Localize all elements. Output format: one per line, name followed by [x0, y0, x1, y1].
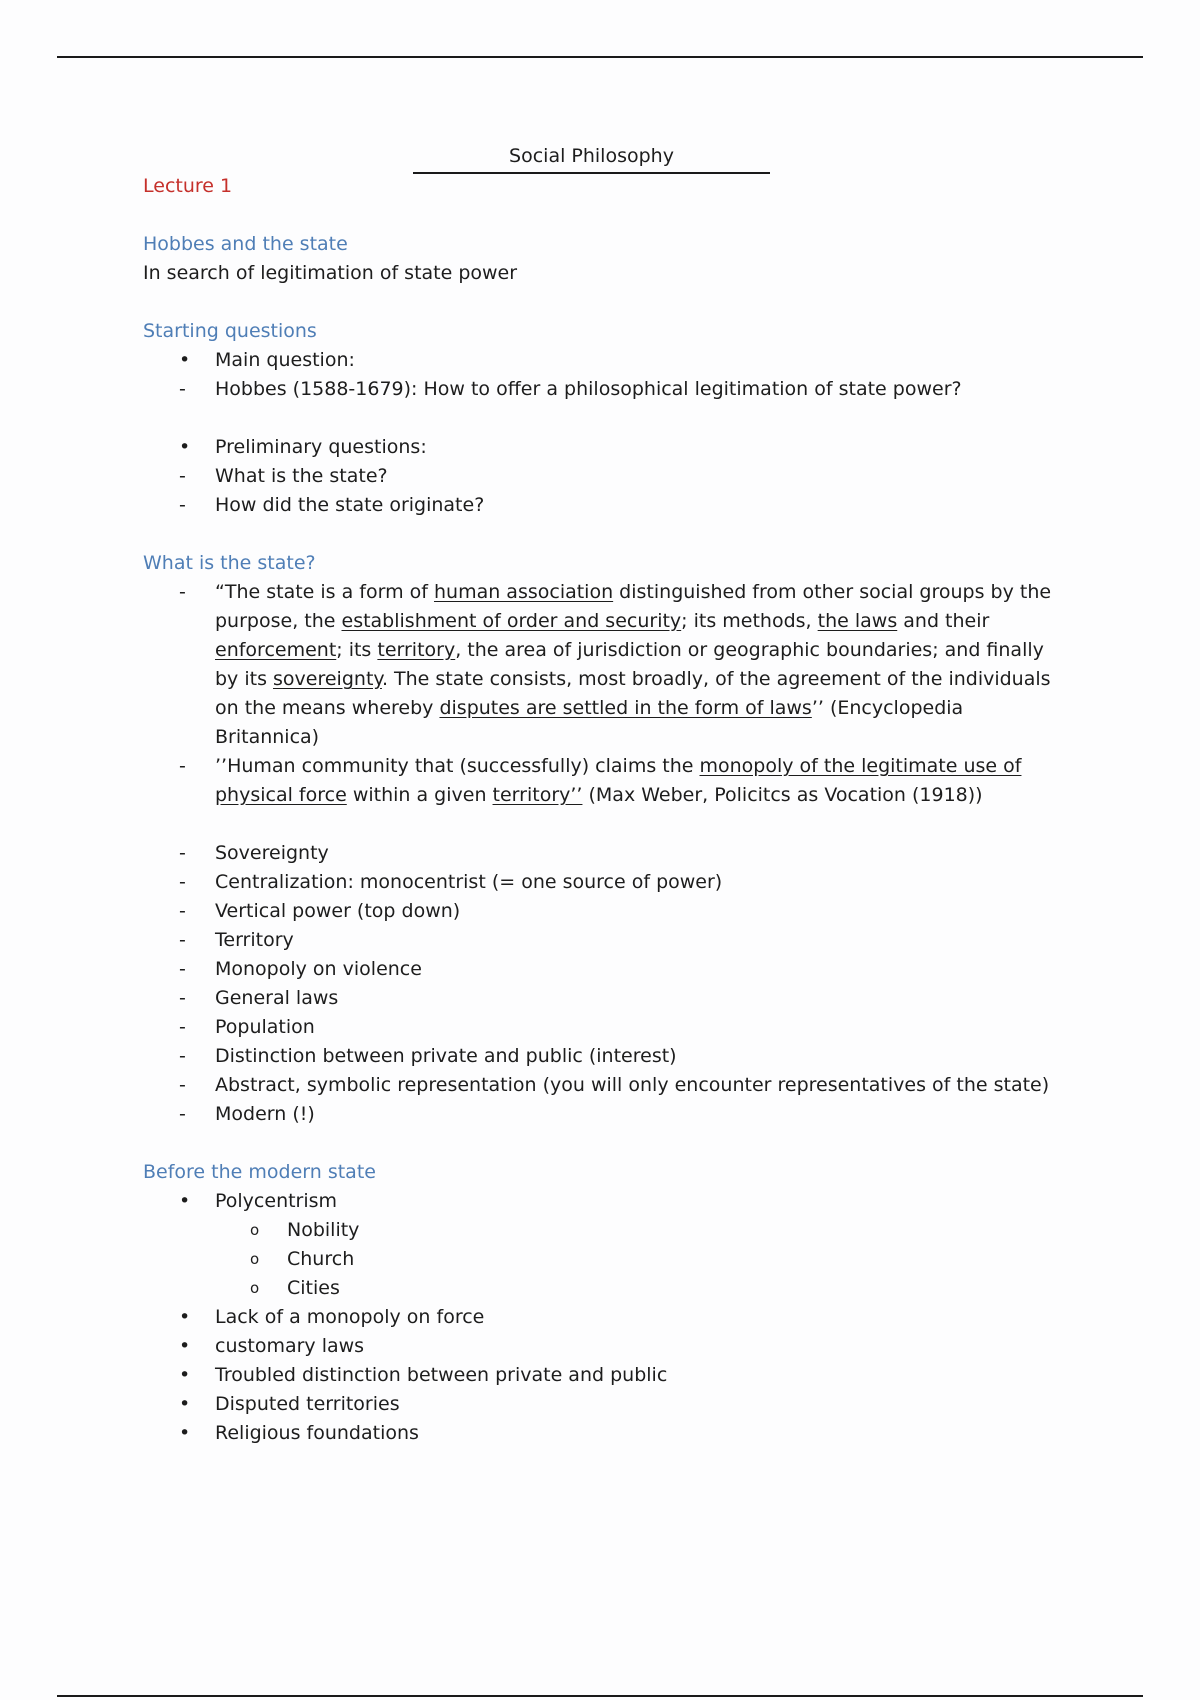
- section-heading-starting-questions: Starting questions: [143, 320, 317, 342]
- list-item: [143, 433, 1063, 462]
- section-heading-before-modern-state: Before the modern state: [143, 1161, 376, 1183]
- dash-marker: -: [179, 1103, 186, 1125]
- list-item-text: customary laws: [215, 1335, 365, 1357]
- list-item: [143, 491, 1063, 520]
- underlined-term: monopoly of the legitimate use of physical force: [215, 755, 1022, 806]
- definitions-list: [143, 578, 1063, 810]
- list-item: [143, 839, 1063, 868]
- dash-marker: -: [179, 1016, 186, 1038]
- dash-marker: -: [179, 871, 186, 893]
- dash-marker: -: [179, 581, 186, 603]
- circle-marker: o: [250, 1221, 260, 1239]
- list-item-text: What is the state?: [215, 465, 388, 487]
- circle-marker: o: [250, 1250, 260, 1268]
- list-item: [143, 1071, 1063, 1100]
- underlined-term: human association: [433, 581, 614, 603]
- list-item: [143, 1419, 1063, 1448]
- list-item: [143, 926, 1063, 955]
- list-item: [143, 984, 1063, 1013]
- dash-marker: -: [179, 378, 186, 400]
- list-item-text: Sovereignty: [215, 842, 329, 864]
- bullet-marker: •: [179, 349, 191, 371]
- list-item: [143, 955, 1063, 984]
- dash-marker: -: [179, 958, 186, 980]
- list-item-text: Religious foundations: [215, 1422, 419, 1444]
- list-item: [143, 1332, 1063, 1361]
- list-item-text: Lack of a monopoly on force: [215, 1306, 485, 1328]
- dash-marker: -: [179, 842, 186, 864]
- list-item: [143, 462, 1063, 491]
- weber-quote: [143, 752, 1063, 810]
- sub-list-item: [143, 1216, 1063, 1245]
- before-modern-state-list: [143, 1187, 1063, 1448]
- sub-list-item: [143, 1245, 1063, 1274]
- list-item-text: Polycentrism: [215, 1190, 338, 1212]
- list-item: [143, 868, 1063, 897]
- dash-marker: -: [179, 465, 186, 487]
- underlined-term: territory’’: [492, 784, 583, 806]
- list-item: [143, 1100, 1063, 1129]
- page-title: Social Philosophy: [413, 144, 770, 174]
- list-item-text: Monopoly on violence: [215, 958, 422, 980]
- sub-list-item: [143, 1274, 1063, 1303]
- underlined-term: enforcement: [215, 639, 337, 661]
- dash-marker: -: [179, 494, 186, 516]
- state-features-list: [143, 839, 1063, 1129]
- list-item-text: Modern (!): [215, 1103, 315, 1125]
- bullet-marker: •: [179, 1364, 191, 1386]
- list-item-text: Church: [287, 1248, 355, 1270]
- bullet-marker: •: [179, 1393, 191, 1415]
- hobbes-subtitle: In search of legitimation of state power: [143, 262, 518, 284]
- list-item: [143, 1390, 1063, 1419]
- list-item-text: General laws: [215, 987, 339, 1009]
- underlined-term: establishment of order and security: [341, 610, 682, 632]
- list-item: [143, 1303, 1063, 1332]
- underlined-term: disputes are settled in the form of laws: [439, 697, 812, 719]
- section-heading-what-is-the-state: What is the state?: [143, 552, 316, 574]
- dash-marker: -: [179, 900, 186, 922]
- starting-questions-list: [143, 346, 1063, 404]
- list-item-text: Disputed territories: [215, 1393, 400, 1415]
- list-item: [143, 897, 1063, 926]
- list-item: [143, 375, 1063, 404]
- list-item-text: Abstract, symbolic representation (you will only encounter representatives of the state): [215, 1074, 1050, 1096]
- dash-marker: -: [179, 755, 186, 777]
- list-item-text: Nobility: [287, 1219, 360, 1241]
- bullet-marker: •: [179, 1190, 191, 1212]
- bullet-marker: •: [179, 436, 191, 458]
- list-item: [143, 1187, 1063, 1216]
- quote-text: ’’Human community that (successfully) claims the monopoly of the legitimate use of physical force within a given territory’’ (Max Weber, Policitcs as Vocation (1918)): [215, 755, 1022, 806]
- bullet-marker: •: [179, 1422, 191, 1444]
- footer-rule: [57, 1695, 1143, 1697]
- list-item-text: Main question:: [215, 349, 355, 371]
- header-rule: [57, 56, 1143, 58]
- circle-marker: o: [250, 1279, 260, 1297]
- bullet-marker: •: [179, 1335, 191, 1357]
- dash-marker: -: [179, 1045, 186, 1067]
- dash-marker: -: [179, 987, 186, 1009]
- bullet-marker: •: [179, 1306, 191, 1328]
- underlined-term: sovereignty: [273, 668, 382, 690]
- list-item: [143, 1361, 1063, 1390]
- dash-marker: -: [179, 929, 186, 951]
- list-item-text: Vertical power (top down): [215, 900, 461, 922]
- underlined-term: the laws: [817, 610, 898, 632]
- preliminary-questions-list: [143, 433, 1063, 520]
- list-item-text: Hobbes (1588-1679): How to offer a philosophical legitimation of state power?: [215, 378, 962, 400]
- list-item-text: Troubled distinction between private and public: [215, 1364, 668, 1386]
- list-item: [143, 1042, 1063, 1071]
- underlined-term: territory: [377, 639, 456, 661]
- list-item-text: Population: [215, 1016, 315, 1038]
- dash-marker: -: [179, 1074, 186, 1096]
- britannica-quote: [143, 578, 1063, 752]
- list-item-text: Distinction between private and public (interest): [215, 1045, 677, 1067]
- list-item-text: Cities: [287, 1277, 340, 1299]
- quote-text: “The state is a form of human association distinguished from other social groups by the purpose, the establishment of order and security; its methods, the laws and their enforcement; its territory, the area of jurisdiction or geographic boundaries; and finally by its sovereignty. The state consists, most broadly, of the agreement of the individuals on the means whereby disputes are settled in the form of laws’’ (Encyclopedia Britannica): [215, 581, 1052, 748]
- document-body: [143, 172, 1063, 1448]
- list-item-text: Preliminary questions:: [215, 436, 427, 458]
- section-heading-hobbes: Hobbes and the state: [143, 233, 348, 255]
- lecture-label: Lecture 1: [143, 175, 233, 197]
- list-item: [143, 1013, 1063, 1042]
- list-item-text: Territory: [215, 929, 294, 951]
- list-item-text: How did the state originate?: [215, 494, 485, 516]
- list-item: [143, 346, 1063, 375]
- list-item-text: Centralization: monocentrist (= one source of power): [215, 871, 723, 893]
